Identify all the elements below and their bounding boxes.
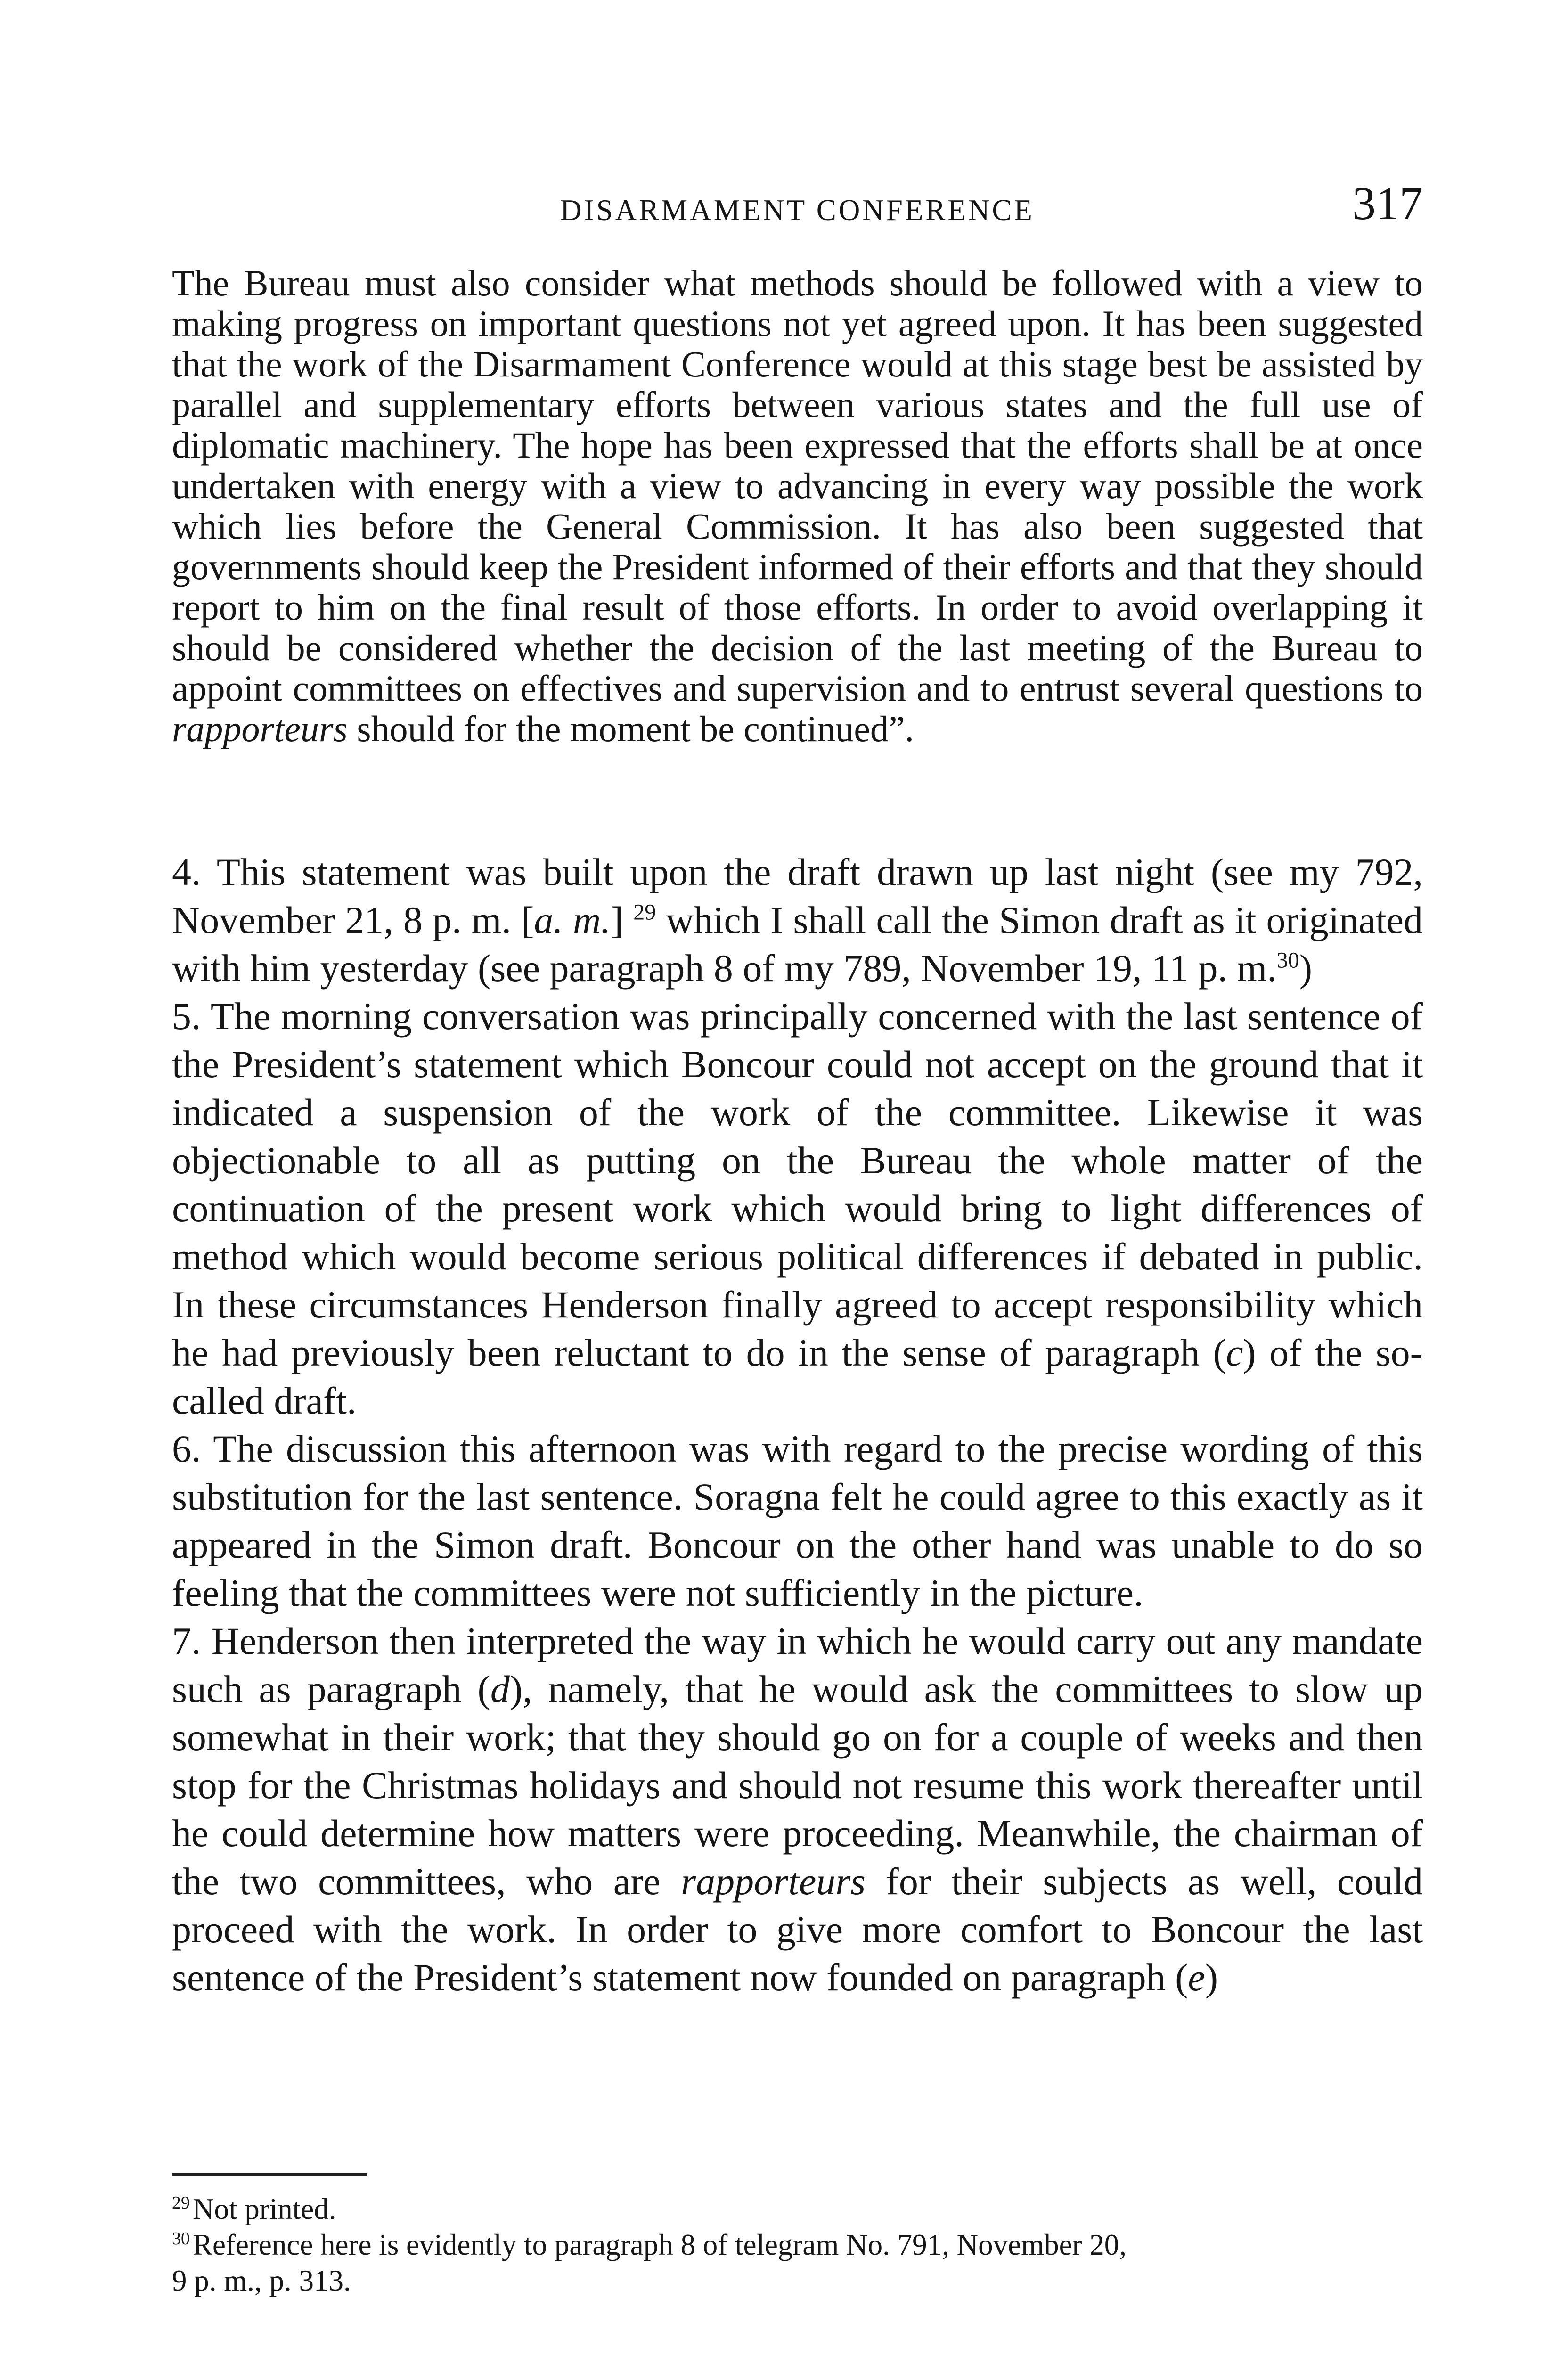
quoted-statement	[172, 263, 1423, 749]
paragraph-7	[172, 1617, 1423, 2002]
paragraph-4-italic-ref: a. m.	[534, 899, 611, 941]
paragraph-5	[172, 992, 1423, 1425]
footnote-30-mark: 30	[172, 2229, 190, 2249]
footnote-ref-30: 30	[1276, 948, 1299, 973]
footnote-ref-29: 29	[633, 900, 656, 925]
paragraph-number: 6.	[172, 1427, 201, 1470]
paragraph-6-text: The discussion this afternoon was with regard to the precise wording of this substitution for the last sentence. Soragna felt he could agree to this exactly as it appeared in the Simon draft. Boncour on the other hand was unable to do so feeling that the committees were not sufficiently in the picture.	[172, 1427, 1423, 1614]
footnotes	[172, 2191, 1423, 2299]
paragraph-4-text-before-ref: This statement was built upon the draft drawn up last night (see my 792, November 21, 8 p. m. [	[172, 851, 1423, 941]
paragraph-7-text-mid: ), namely, that he would ask the committees to slow up somewhat in their work; that they should go on for a couple of weeks and then stop for the Christmas holidays and should not resume this work thereafter until he could determine how matters were proceeding. Meanwhile, the chairman of the two committees, who are	[172, 1668, 1423, 1903]
running-title: DISARMAMENT CONFERENCE	[560, 194, 1035, 227]
paragraph-5-text-end: ) of the so-called draft.	[172, 1331, 1423, 1422]
paragraph-number: 5.	[172, 995, 201, 1038]
footnote-30-continuation: 9 p. m., p. 313.	[172, 2264, 351, 2297]
body-text	[172, 848, 1423, 2002]
paragraph-4	[172, 848, 1423, 992]
paragraph-7-italic-e: e	[1188, 1956, 1205, 1999]
paragraph-4-text-middle: which I shall call the Simon draft as it originated with him yesterday (see paragraph 8 of my 789, November 19, 11 p. m.	[172, 899, 1423, 990]
quoted-paragraph	[172, 263, 1423, 749]
paragraph-4-text-after-ref: ]	[610, 899, 624, 941]
footnote-29	[172, 2191, 1423, 2227]
paragraph-6	[172, 1425, 1423, 1617]
footnote-30-text: Reference here is evidently to paragraph 8 of telegram No. 791, November 20,	[193, 2228, 1127, 2261]
paragraph-7-italic-rapporteurs: rapporteurs	[681, 1860, 866, 1903]
paragraph-7-text-start: Henderson then interpreted the way in which he would carry out any mandate such as paragraph (	[172, 1620, 1423, 1710]
page-number: 317	[1352, 177, 1423, 229]
quote-end: should for the moment be continued”.	[357, 708, 914, 749]
footnote-30	[172, 2227, 1423, 2263]
paragraph-5-text-start: The morning conversation was principally concerned with the last sentence of the President’s statement which Boncour could not accept on the ground that it indicated a suspension of the work of the committee. Likewise it was objectionable to all as putting on the Bureau the whole matter of the continuation of the present work which would bring to light differences of method which would become serious political differences if debated in public. In these circumstances Henderson finally agreed to accept responsibility which he had previously been reluctant to do in the sense of paragraph (	[172, 995, 1423, 1374]
paragraph-4-text-end: )	[1299, 947, 1313, 990]
paragraph-5-italic-c: c	[1225, 1331, 1243, 1374]
footnote-29-mark: 29	[172, 2193, 190, 2213]
footnote-29-text: Not printed.	[193, 2192, 336, 2225]
footnote-divider	[172, 2173, 368, 2176]
paragraph-7-text-end: )	[1205, 1956, 1218, 1999]
quote-text: The Bureau must also consider what methods should be followed with a view to making progress on important questions not yet agreed upon. It has been suggested that the work of the Disarmament Conference would at this stage best be assisted by parallel and supplementary efforts between various states and the full use of diplomatic machinery. The hope has been expressed that the efforts shall be at once undertaken with energy with a view to advancing in every way possible the work which lies before the General Commission. It has also been suggested that governments should keep the President informed of their efforts and that they should report to him on the final result of those efforts. In order to avoid overlapping it should be considered whether the decision of the last meeting of the Bureau to appoint committees on effectives and supervision and to entrust several questions to	[172, 262, 1423, 709]
paragraph-7-italic-d: d	[490, 1668, 510, 1710]
quote-italic-rapporteurs: rapporteurs	[172, 708, 348, 749]
paragraph-7-text-mid2: for their subjects as well, could proceed with the work. In order to give more comfort to Boncour the last sentence of the President’s statement now founded on paragraph (	[172, 1860, 1423, 1999]
running-header	[172, 174, 1423, 236]
paragraph-number: 4.	[172, 851, 201, 893]
paragraph-number: 7.	[172, 1620, 201, 1662]
